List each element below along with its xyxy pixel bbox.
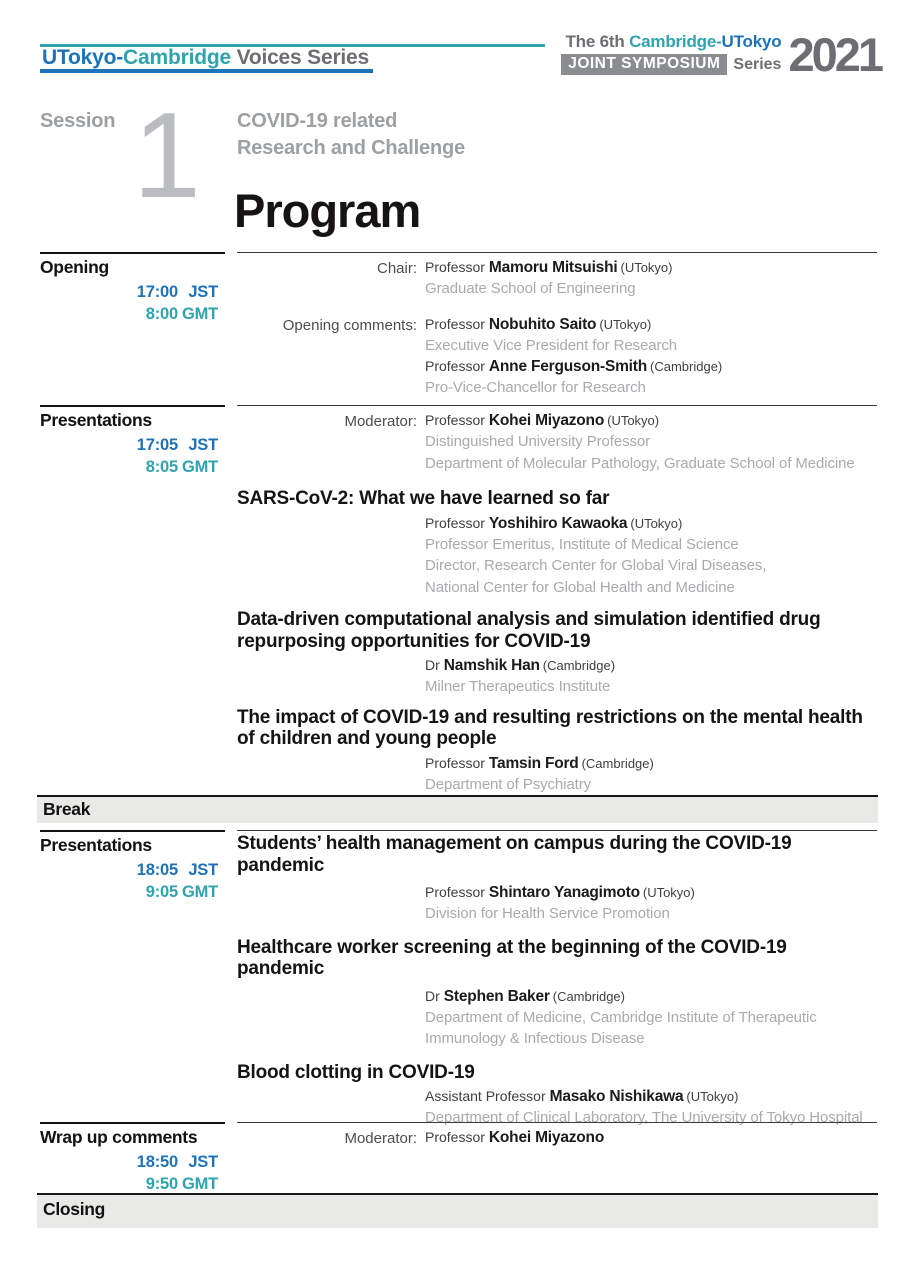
talk-data-driven [237,609,877,698]
wrapup-time-gmt: 9:50 GMT [145,1175,218,1193]
closing-label: Closing [43,1199,106,1219]
speaker-name: Yoshihiro Kawaoka [488,514,628,532]
opening-times [40,281,225,325]
series-title [42,46,369,69]
wrapup-moderator-name-line: Professor Kohei Miyazono [425,1129,605,1146]
talk-students-health [237,833,877,925]
series-title-utokyo: UTokyo- [42,46,124,69]
talk-sars-cov-2 [237,488,877,598]
chair-affiliation: Graduate School of Engineering [425,280,636,297]
wrapup-time-jst: 18:50 JST [136,1153,218,1171]
wrapup-right-column [237,1122,877,1149]
presentations1-times [40,434,225,478]
talk-title: SARS-CoV-2: What we have learned so far [237,488,610,509]
logo-utokyo: UTokyo [721,32,782,51]
opening-speaker2-name: Anne Ferguson-Smith [488,358,648,375]
presentations1-time-gmt: 8:05 GMT [145,458,218,476]
presentations2-times [40,859,225,903]
closing-bar [37,1193,878,1228]
session-subtitle [237,108,465,162]
talk-title: Students’ health management on campus during the COVID-19 pandemic [237,833,792,876]
opening-speaker1-affiliation: Executive Vice President for Research [425,336,677,354]
presentations2-time-jst: 18:05 JST [136,861,218,879]
talk-speaker: Dr Namshik Han (Cambridge) Milner Therapeutics Institute [425,657,616,695]
logo-year: 2021 [788,28,881,82]
talk-speaker: Professor Yoshihiro Kawaoka (UTokyo) Professor Emeritus, Institute of Medical Science Director, Research Center for Global Viral Diseases, National Center for Global Health and Medicine [425,514,767,596]
opening-left-column [40,252,225,325]
talk-speaker: Dr Stephen Baker (Cambridge) Department of Medicine, Cambridge Institute of Therapeutic Immunology & Infectious Disease [425,987,817,1047]
opening-speaker2-name-line: Professor Anne Ferguson-Smith (Cambridge) [425,358,723,375]
opening-section-label: Opening [40,257,109,277]
moderator-affiliation-2: Department of Molecular Pathology, Graduate School of Medicine [425,454,855,472]
wrapup-times [40,1151,225,1195]
chair-name-line: Professor Mamoru Mitsuishi (UTokyo) [425,259,673,276]
chair-row [237,257,877,300]
symposium-logo [561,28,881,82]
talk-title: Healthcare worker screening at the beginning of the COVID-19 pandemic [237,936,787,979]
break-label: Break [43,799,91,819]
speaker-name: Stephen Baker [443,987,550,1005]
logo-the6th: The 6th [565,32,630,51]
series-title-cambridge: Cambridge [123,46,231,69]
wrapup-section-label: Wrap up comments [40,1127,198,1147]
moderator-label: Moderator: [344,413,417,430]
symposium-logo-line2 [561,54,781,75]
moderator-name: Kohei Miyazono [488,412,605,429]
opening-speaker1-name: Nobuhito Saito [488,315,597,333]
presentations1-left-column [40,405,225,478]
break-bar [37,795,878,823]
speaker-name: Shintaro Yanagimoto [488,884,640,901]
chair-name: Mamoru Mitsuishi [488,259,618,276]
moderator-affiliation-1: Distinguished University Professor [425,433,651,450]
opening-comments-label: Opening comments: [282,316,417,334]
presentations2-time-gmt: 9:05 GMT [145,883,218,901]
speaker-name: Tamsin Ford [488,754,579,772]
opening-speaker2-affiliation: Pro-Vice-Chancellor for Research [425,379,646,396]
talk-impact-mental-health [237,707,877,796]
talk-speaker: Professor Tamsin Ford (Cambridge) Department of Psychiatry [425,754,654,793]
talk-healthcare-worker-screening [237,937,877,1050]
opening-speaker1-name-line: Professor Nobuhito Saito (UTokyo) [425,315,652,333]
talk-title: The impact of COVID-19 and resulting restrictions on the mental health of children and young people [237,706,863,749]
opening-right-column [237,252,877,399]
header-blue-rule [40,69,373,73]
talk-speaker: Assistant Professor Masako Nishikawa (UTokyo) Department of Clinical Laboratory, The University of Tokyo Hospital [425,1088,863,1126]
opening-comments-row [237,314,877,399]
presentations2-section-label: Presentations [40,835,152,855]
opening-time-jst: 17:00 JST [136,283,218,301]
wrapup-moderator-row [237,1127,877,1149]
talk-speaker: Professor Shintaro Yanagimoto (UTokyo) Division for Health Service Promotion [425,884,695,922]
series-title-voices: Voices Series [230,46,370,69]
talk-title: Blood clotting in COVID-19 [237,1061,475,1083]
opening-time-gmt: 8:00 GMT [145,305,218,323]
logo-series-word: Series [733,55,782,73]
speaker-name: Namshik Han [443,657,540,674]
moderator-content [425,410,877,474]
logo-cambridge: Cambridge- [629,32,722,51]
session-number: 1 [133,87,201,223]
session-subtitle-line2: Research and Challenge [237,137,465,159]
chair-label: Chair: [376,260,417,277]
session-subtitle-line1: COVID-19 related [237,110,398,132]
wrapup-left-column [40,1122,225,1195]
symposium-logo-line1 [566,31,782,52]
talk-blood-clotting [237,1062,877,1129]
session-label: Session [40,110,116,132]
presentations1-section-label: Presentations [40,410,152,430]
presentations2-right-column [237,830,877,1129]
wrapup-moderator-name: Kohei Miyazono [488,1129,605,1146]
presentations2-left-column [40,830,225,903]
moderator-row [237,410,877,474]
opening-comments-content [425,314,877,399]
chair-content [425,257,877,300]
joint-symposium-badge: JOINT SYMPOSIUM [561,54,727,75]
presentations1-time-jst: 17:05 JST [136,436,218,454]
presentations1-right-column [237,405,877,795]
moderator-name-line: Professor Kohei Miyazono (UTokyo) [425,412,660,429]
wrapup-moderator-label: Moderator: [344,1130,417,1147]
speaker-name: Masako Nishikawa [549,1088,684,1105]
page-title: Program [234,184,421,237]
symposium-logo-text [561,31,781,75]
talk-title: Data-driven computational analysis and simulation identified drug repurposing opportunities for COVID-19 [237,609,821,652]
